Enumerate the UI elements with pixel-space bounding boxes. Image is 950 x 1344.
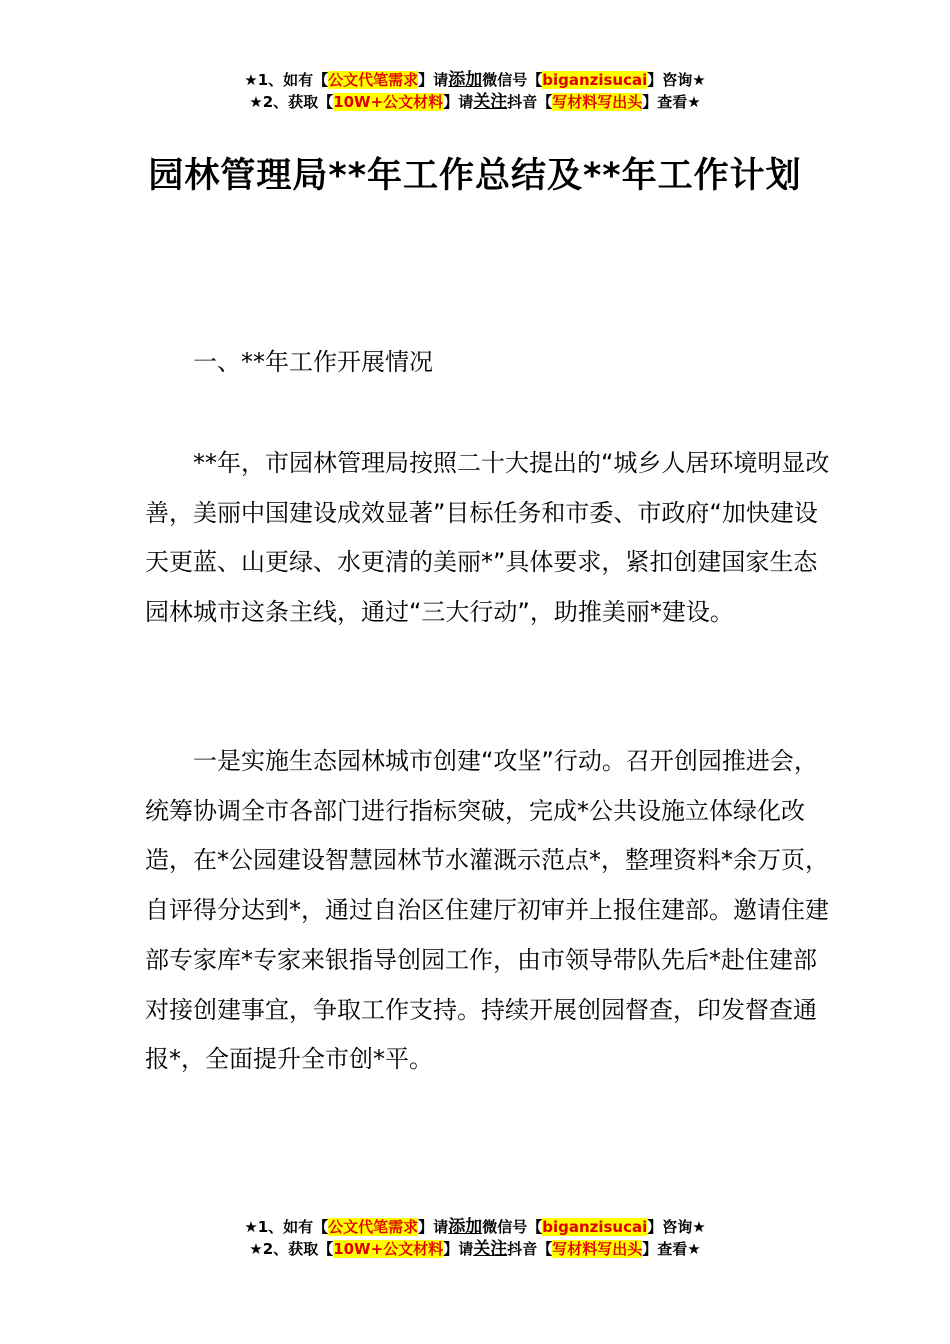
footer-banner — [0, 1216, 950, 1260]
section-heading — [145, 338, 835, 388]
paragraph-text: **年，市园林管理局按照二十大提出的“城乡人居环境明显改善，美丽中国建设成效显著”目标任务和市委、市政府“加快建设天更蓝、山更绿、水更清的美丽*”具体要求，紧扣创建国家生态园林城市这条主线，通过“三大行动”，助推美丽*建设。 — [145, 449, 830, 627]
banner-text: 抖音【 — [507, 93, 553, 111]
banner-line-2 — [0, 1238, 950, 1260]
banner-text: 】咨询★ — [647, 71, 706, 89]
banner-emphasis: 关注 — [473, 92, 508, 112]
banner-text: 】请 — [418, 71, 449, 89]
highlight-douyin: 写材料写出头 — [552, 1240, 643, 1258]
paragraph — [145, 737, 835, 1085]
document-title: 园林管理局**年工作总结及**年工作计划 — [148, 156, 802, 196]
banner-emphasis: 关注 — [473, 1239, 508, 1259]
banner-emphasis: 添加 — [448, 70, 483, 90]
header-banner — [0, 69, 950, 113]
banner-text: ★1、如有【 — [244, 71, 329, 89]
highlight-wechat-id: biganzisucai — [542, 1218, 648, 1236]
banner-line-2 — [0, 91, 950, 113]
highlight-wechat-id: biganzisucai — [542, 71, 648, 89]
banner-text: 微信号【 — [482, 1218, 543, 1236]
paragraph — [145, 439, 835, 638]
banner-text: 】请 — [443, 1240, 474, 1258]
highlight-douyin: 写材料写出头 — [552, 93, 643, 111]
highlight-materials: 10W+公文材料 — [333, 93, 444, 111]
banner-text: 】查看★ — [642, 93, 701, 111]
paragraph-text: 一是实施生态园林城市创建“攻坚”行动。召开创园推进会，统筹协调全市各部门进行指标突破，完成*公共设施立体绿化改造，在*公园建设智慧园林节水灌溉示范点*，整理资料*余万页，自评得分达到*，通过自治区住建厅初审并上报住建部。邀请住建部专家库*专家来银指导创园工作，由市领导带队先后*赴住建部对接创建事宜，争取工作支持。持续开展创园督查，印发督查通报*，全面提升全市创*平。 — [145, 747, 829, 1074]
banner-text: 微信号【 — [482, 71, 543, 89]
highlight-materials: 10W+公文材料 — [333, 1240, 444, 1258]
banner-text: 】请 — [418, 1218, 449, 1236]
banner-text: 】查看★ — [642, 1240, 701, 1258]
section-heading-text: 一、**年工作开展情况 — [193, 348, 433, 376]
banner-text: 】咨询★ — [647, 1218, 706, 1236]
highlight-service: 公文代笔需求 — [328, 1218, 419, 1236]
highlight-service: 公文代笔需求 — [328, 71, 419, 89]
banner-line-1 — [0, 69, 950, 91]
banner-emphasis: 添加 — [448, 1217, 483, 1237]
banner-text: 】请 — [443, 93, 474, 111]
banner-line-1 — [0, 1216, 950, 1238]
banner-text: ★1、如有【 — [244, 1218, 329, 1236]
banner-text: ★2、获取【 — [249, 1240, 334, 1258]
banner-text: ★2、获取【 — [249, 93, 334, 111]
banner-text: 抖音【 — [507, 1240, 553, 1258]
